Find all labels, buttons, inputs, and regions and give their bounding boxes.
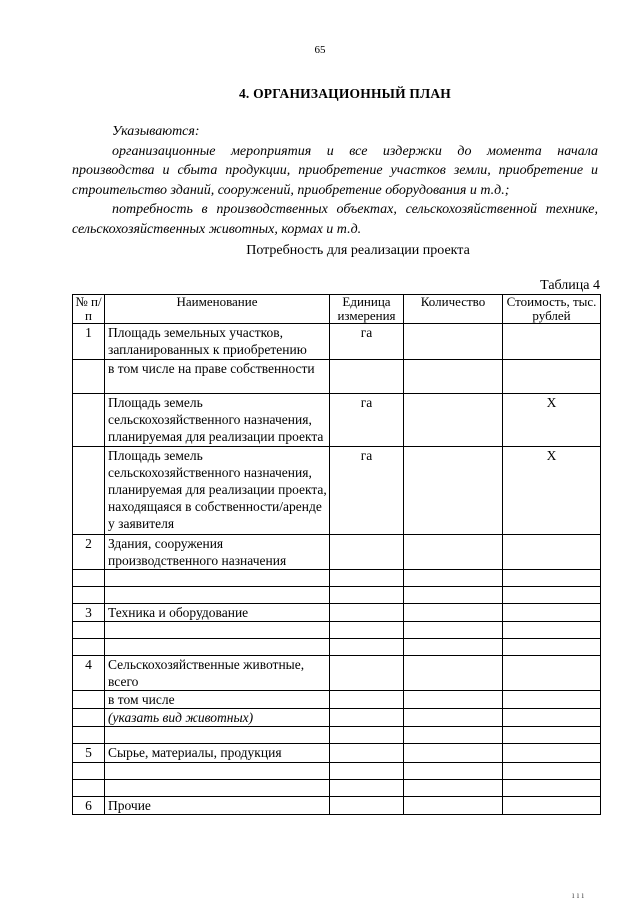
row-cost-cell — [503, 360, 601, 394]
row-unit-cell — [330, 656, 404, 691]
row-name-cell: в том числе — [105, 691, 330, 709]
row-unit-cell: га — [330, 394, 404, 447]
header-unit: Единица измерения — [330, 295, 404, 324]
table-row — [73, 691, 601, 709]
intro-paragraph-2: потребность в производственных объектах, сельскохозяйственной технике, сельскохозяйственных животных, кормах и т.д. — [72, 202, 598, 237]
row-name-cell — [105, 763, 330, 780]
table-row — [73, 447, 601, 535]
row-name-cell: Техника и оборудование — [105, 604, 330, 622]
row-unit-cell — [330, 639, 404, 656]
table-row — [73, 587, 601, 604]
row-unit-cell — [330, 587, 404, 604]
row-quantity-cell — [404, 639, 503, 656]
row-quantity-cell — [404, 780, 503, 797]
row-cost-cell: Х — [503, 447, 601, 535]
header-name: Наименование — [105, 295, 330, 324]
row-cost-cell — [503, 587, 601, 604]
row-number-cell — [73, 763, 105, 780]
table-header-row — [73, 295, 601, 324]
row-number-cell: 6 — [73, 797, 105, 815]
row-cost-cell — [503, 639, 601, 656]
table-row — [73, 535, 601, 570]
row-cost-cell — [503, 780, 601, 797]
intro-text — [72, 122, 598, 239]
table-row — [73, 570, 601, 587]
row-number-cell — [73, 622, 105, 639]
page-number: 65 — [314, 44, 326, 56]
table-row — [73, 780, 601, 797]
row-cost-cell — [503, 604, 601, 622]
row-unit-cell — [330, 604, 404, 622]
table-row — [73, 744, 601, 763]
header-cost: Стоимость, тыс. рублей — [503, 295, 601, 324]
row-unit-cell — [330, 570, 404, 587]
table-label: Таблица 4 — [540, 278, 600, 293]
row-quantity-cell — [404, 656, 503, 691]
row-quantity-cell — [404, 587, 503, 604]
row-name-cell: Прочие — [105, 797, 330, 815]
table-caption: Потребность для реализации проекта — [246, 243, 470, 258]
row-quantity-cell — [404, 622, 503, 639]
row-number-cell: 2 — [73, 535, 105, 570]
row-unit-cell — [330, 622, 404, 639]
row-unit-cell — [330, 709, 404, 727]
intro-paragraph-1: организационные мероприятия и все издержки до момента начала производства и сбыта продукции, приобретение участков земли, приобретение и строительство зданий, сооружений, приобретение оборудования и т.д.; — [72, 143, 598, 198]
row-quantity-cell — [404, 691, 503, 709]
row-cost-cell — [503, 797, 601, 815]
requirements-table — [72, 294, 601, 815]
row-name-cell: Здания, сооружения производственного назначения — [105, 535, 330, 570]
row-name-cell: в том числе на праве собственности — [105, 360, 330, 394]
row-cost-cell — [503, 744, 601, 763]
row-number-cell — [73, 691, 105, 709]
row-unit-cell — [330, 360, 404, 394]
row-unit-cell — [330, 691, 404, 709]
row-quantity-cell — [404, 797, 503, 815]
table-row — [73, 622, 601, 639]
row-number-cell — [73, 727, 105, 744]
table-row — [73, 727, 601, 744]
row-cost-cell — [503, 691, 601, 709]
row-cost-cell — [503, 727, 601, 744]
row-number-cell: 4 — [73, 656, 105, 691]
row-name-cell — [105, 587, 330, 604]
row-cost-cell — [503, 656, 601, 691]
table-row — [73, 324, 601, 360]
row-quantity-cell — [404, 360, 503, 394]
header-quantity: Количество — [404, 295, 503, 324]
row-quantity-cell — [404, 535, 503, 570]
row-unit-cell: га — [330, 447, 404, 535]
row-quantity-cell — [404, 324, 503, 360]
row-cost-cell — [503, 709, 601, 727]
row-quantity-cell — [404, 447, 503, 535]
table-body — [73, 324, 601, 815]
row-quantity-cell — [404, 709, 503, 727]
row-name-cell: Сырье, материалы, продукция — [105, 744, 330, 763]
row-number-cell: 5 — [73, 744, 105, 763]
row-cost-cell — [503, 535, 601, 570]
table-row — [73, 604, 601, 622]
row-name-cell — [105, 570, 330, 587]
row-quantity-cell — [404, 744, 503, 763]
row-cost-cell — [503, 622, 601, 639]
table-row — [73, 360, 601, 394]
row-unit-cell — [330, 797, 404, 815]
row-name-cell — [105, 639, 330, 656]
row-unit-cell — [330, 535, 404, 570]
row-name-cell — [105, 727, 330, 744]
row-name-cell: (указать вид животных) — [105, 709, 330, 727]
row-number-cell: 1 — [73, 324, 105, 360]
row-number-cell — [73, 587, 105, 604]
table-row — [73, 656, 601, 691]
row-unit-cell — [330, 744, 404, 763]
row-number-cell — [73, 447, 105, 535]
row-cost-cell — [503, 763, 601, 780]
row-cost-cell: Х — [503, 394, 601, 447]
row-quantity-cell — [404, 763, 503, 780]
row-number-cell — [73, 780, 105, 797]
row-quantity-cell — [404, 604, 503, 622]
table-row — [73, 709, 601, 727]
row-number-cell: 3 — [73, 604, 105, 622]
intro-lead: Указываются: — [112, 124, 200, 139]
row-cost-cell — [503, 570, 601, 587]
row-unit-cell — [330, 780, 404, 797]
row-name-cell: Площадь земельных участков, запланированных к приобретению — [105, 324, 330, 360]
table-row — [73, 797, 601, 815]
row-unit-cell — [330, 763, 404, 780]
row-unit-cell — [330, 727, 404, 744]
row-name-cell: Площадь земель сельскохозяйственного назначения, планируемая для реализации проекта, находящаяся в собственности/аренде у заявителя — [105, 447, 330, 535]
row-quantity-cell — [404, 394, 503, 447]
header-num: № п/п — [73, 295, 105, 324]
row-number-cell — [73, 709, 105, 727]
row-unit-cell: га — [330, 324, 404, 360]
row-name-cell: Сельскохозяйственные животные, всего — [105, 656, 330, 691]
row-name-cell — [105, 780, 330, 797]
row-number-cell — [73, 639, 105, 656]
section-title: 4. ОРГАНИЗАЦИОННЫЙ ПЛАН — [238, 86, 452, 101]
table-row — [73, 394, 601, 447]
row-cost-cell — [503, 324, 601, 360]
row-name-cell — [105, 622, 330, 639]
row-quantity-cell — [404, 727, 503, 744]
table-row — [73, 639, 601, 656]
row-number-cell — [73, 570, 105, 587]
row-number-cell — [73, 360, 105, 394]
corner-mark: ı ı ı — [572, 890, 585, 900]
table-row — [73, 763, 601, 780]
row-quantity-cell — [404, 570, 503, 587]
row-name-cell: Площадь земель сельскохозяйственного назначения, планируемая для реализации проекта — [105, 394, 330, 447]
row-number-cell — [73, 394, 105, 447]
